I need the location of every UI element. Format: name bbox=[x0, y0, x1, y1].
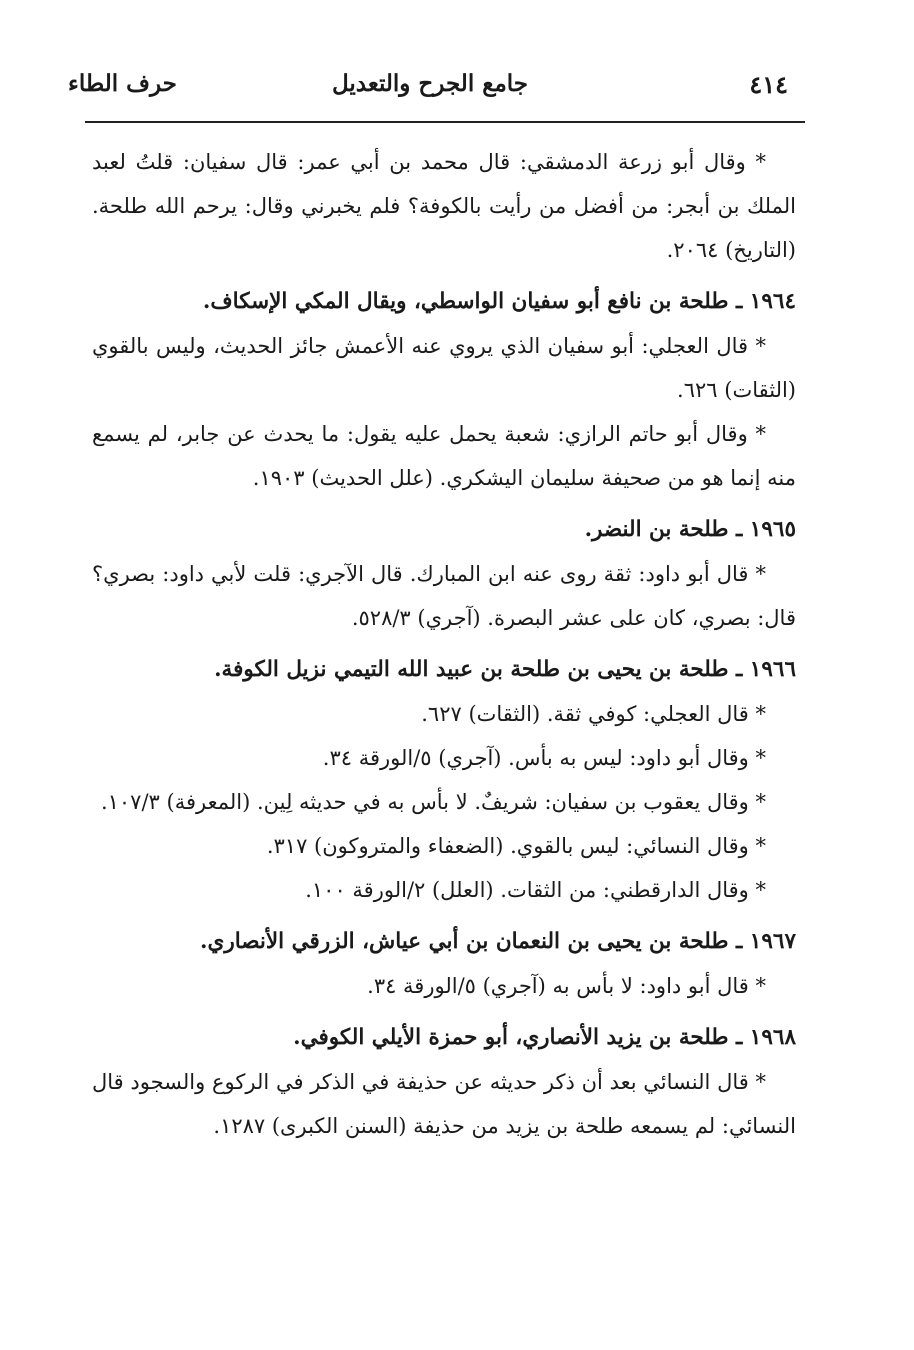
section-title: حرف الطاء bbox=[68, 70, 177, 97]
entry-text: * وقال يعقوب بن سفيان: شريفٌ. لا بأس به في حديثه لِين. (المعرفة) ١٠٧/٣. bbox=[100, 790, 766, 814]
entry-text: * قال العجلي: كوفي ثقة. (الثقات) ٦٢٧. bbox=[421, 702, 766, 726]
entry-text: * قال النسائي بعد أن ذكر حديثه عن حذيفة في الذكر في الركوع والسجود قال النسائي: لم يسمعه طلحة بن يزيد من حذيفة (السنن الكبرى) ١٢٨٧. bbox=[92, 1070, 796, 1138]
entry-text: * قال العجلي: أبو سفيان الذي يروي عنه الأعمش جائز الحديث، وليس بالقوي (الثقات) ٦٢٦. bbox=[92, 334, 796, 402]
entry-text: * وقال أبو حاتم الرازي: شعبة يحمل عليه يقول: ما يحدث عن جابر، لم يسمع منه إنما هو من صحيفة سليمان اليشكري. (علل الحديث) ١٩٠٣. bbox=[92, 422, 796, 490]
page-number: ٤١٤ bbox=[749, 70, 788, 99]
page-header bbox=[60, 62, 800, 112]
entry-text: * قال أبو داود: ثقة روى عنه ابن المبارك. قال الآجري: قلت لأبي داود: بصري؟ قال: بصري، كان على عشر البصرة. (آجري) ٥٢٨/٣. bbox=[92, 562, 796, 630]
book-title: جامع الجرح والتعديل bbox=[331, 70, 529, 97]
header-rule bbox=[85, 121, 805, 123]
entry-heading: ١٩٦٦ ـ طلحة بن يحيى بن طلحة بن عبيد الله التيمي نزيل الكوفة. bbox=[214, 657, 796, 682]
entry-heading: ١٩٦٤ ـ طلحة بن نافع أبو سفيان الواسطي، ويقال المكي الإسكاف. bbox=[202, 289, 796, 314]
entry-text: * وقال أبو زرعة الدمشقي: قال محمد بن أبي عمر: قال سفيان: قلتُ لعبد الملك بن أبجر: من أفضل من رأيت بالكوفة؟ فلم يخبرني وقال: يرحم الله طلحة. (التاريخ) ٢٠٦٤. bbox=[92, 150, 796, 262]
entry-text: * وقال الدارقطني: من الثقات. (العلل) ٢/الورقة ١٠٠. bbox=[305, 878, 766, 902]
entry-text: * وقال أبو داود: ليس به بأس. (آجري) ٥/الورقة ٣٤. bbox=[322, 746, 766, 770]
entry-heading: ١٩٦٨ ـ طلحة بن يزيد الأنصاري، أبو حمزة الأيلي الكوفي. bbox=[293, 1025, 796, 1050]
entry-heading: ١٩٦٧ ـ طلحة بن يحيى بن النعمان بن أبي عياش، الزرقي الأنصاري. bbox=[200, 929, 796, 954]
entry-text: * قال أبو داود: لا بأس به (آجري) ٥/الورقة ٣٤. bbox=[367, 974, 766, 998]
page-body bbox=[92, 140, 796, 1148]
entry-heading: ١٩٦٥ ـ طلحة بن النضر. bbox=[584, 517, 796, 542]
entry-text: * وقال النسائي: ليس بالقوي. (الضعفاء والمتروكون) ٣١٧. bbox=[266, 834, 766, 858]
